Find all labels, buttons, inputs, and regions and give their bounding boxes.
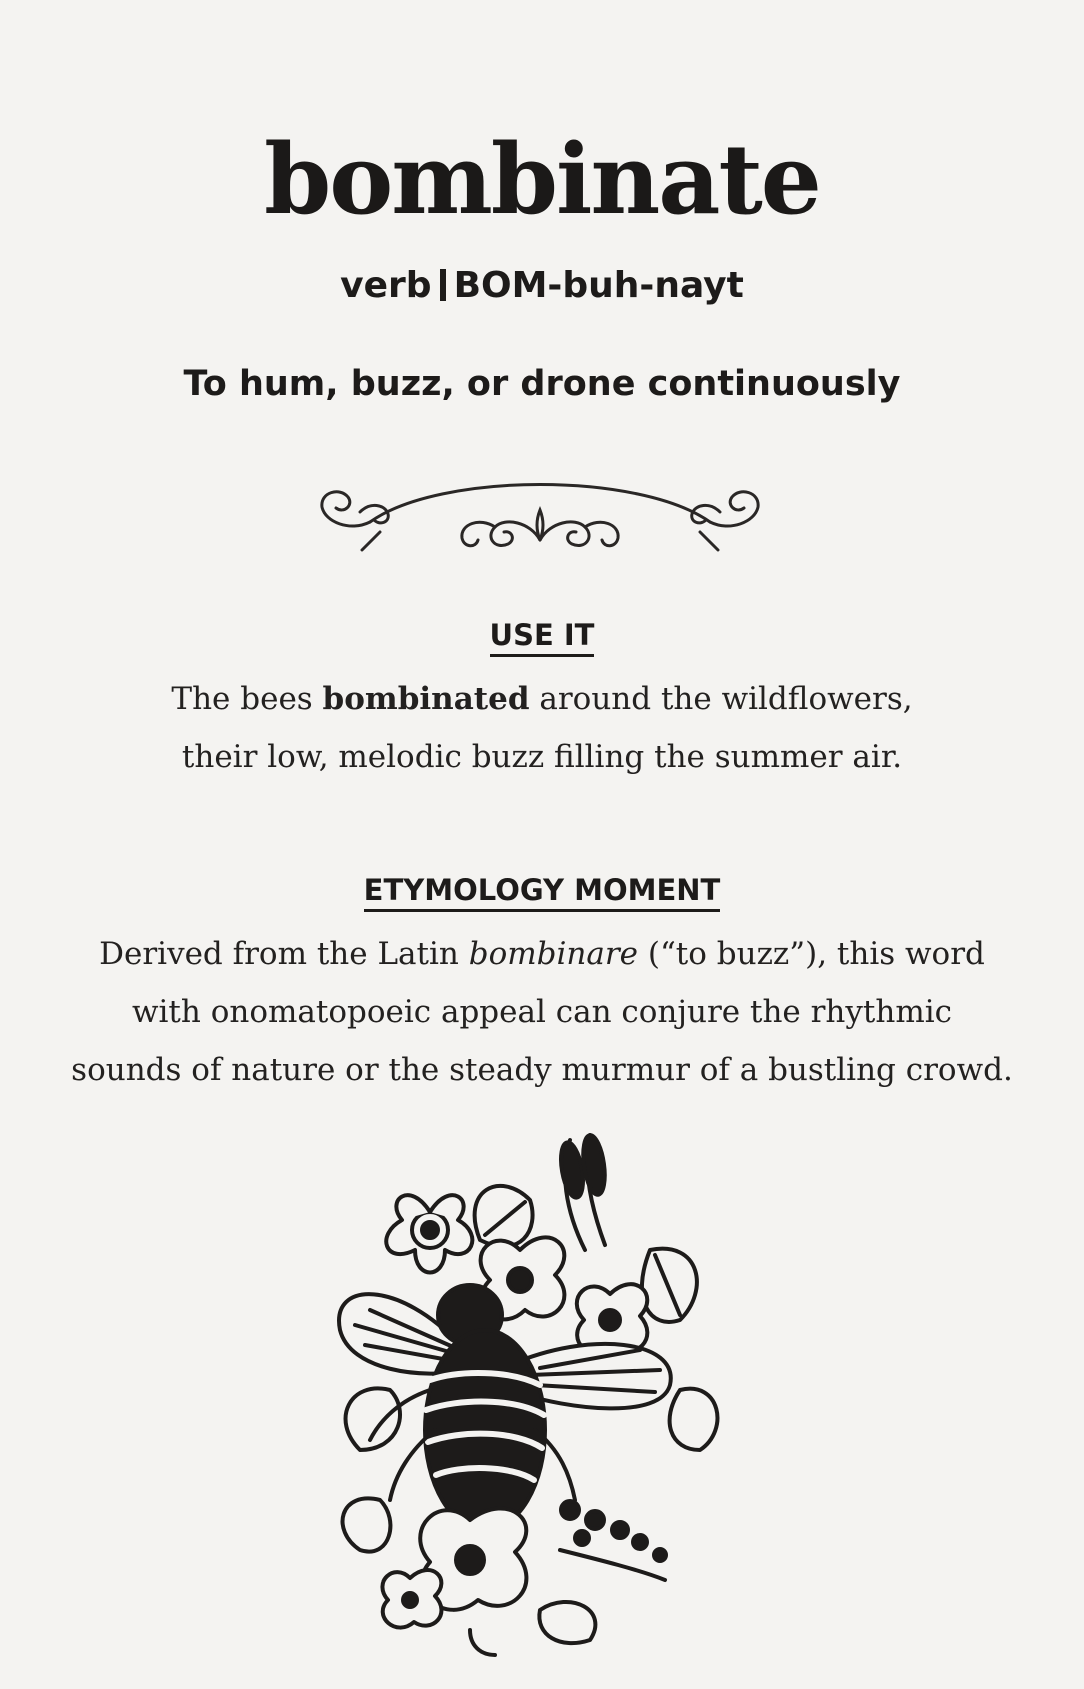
- part-of-speech-line: [0, 262, 1084, 310]
- use-it-sentence: [0, 670, 1084, 786]
- use-it-line-2: their low, melodic buzz filling the summer air.: [181, 739, 903, 775]
- part-of-speech: verb: [340, 265, 432, 306]
- use-it-line-1: The bees bombinated around the wildflowers,: [171, 681, 913, 717]
- headword: bombinate: [264, 123, 820, 236]
- pronunciation: BOM-buh-nayt: [453, 265, 744, 306]
- latin-word: bombinare: [468, 936, 638, 972]
- etymology-line-1: Derived from the Latin bombinare (“to buzz”), this word: [99, 936, 985, 972]
- separator-bar: [440, 269, 446, 301]
- etymology-line-2: with onomatopoeic appeal can conjure the rhythmic: [131, 994, 953, 1030]
- etymology-heading: ETYMOLOGY MOMENT: [0, 870, 1084, 910]
- etymology-line-3: sounds of nature or the steady murmur of a bustling crowd.: [71, 1052, 1013, 1088]
- bee-with-flowers-icon: [320, 1130, 740, 1660]
- definition: To hum, buzz, or drone continuously: [183, 364, 901, 404]
- flourish-divider-icon: [300, 462, 780, 552]
- highlighted-word: bombinated: [322, 681, 530, 717]
- use-it-heading: USE IT: [0, 615, 1084, 655]
- etymology-text: [0, 925, 1084, 1099]
